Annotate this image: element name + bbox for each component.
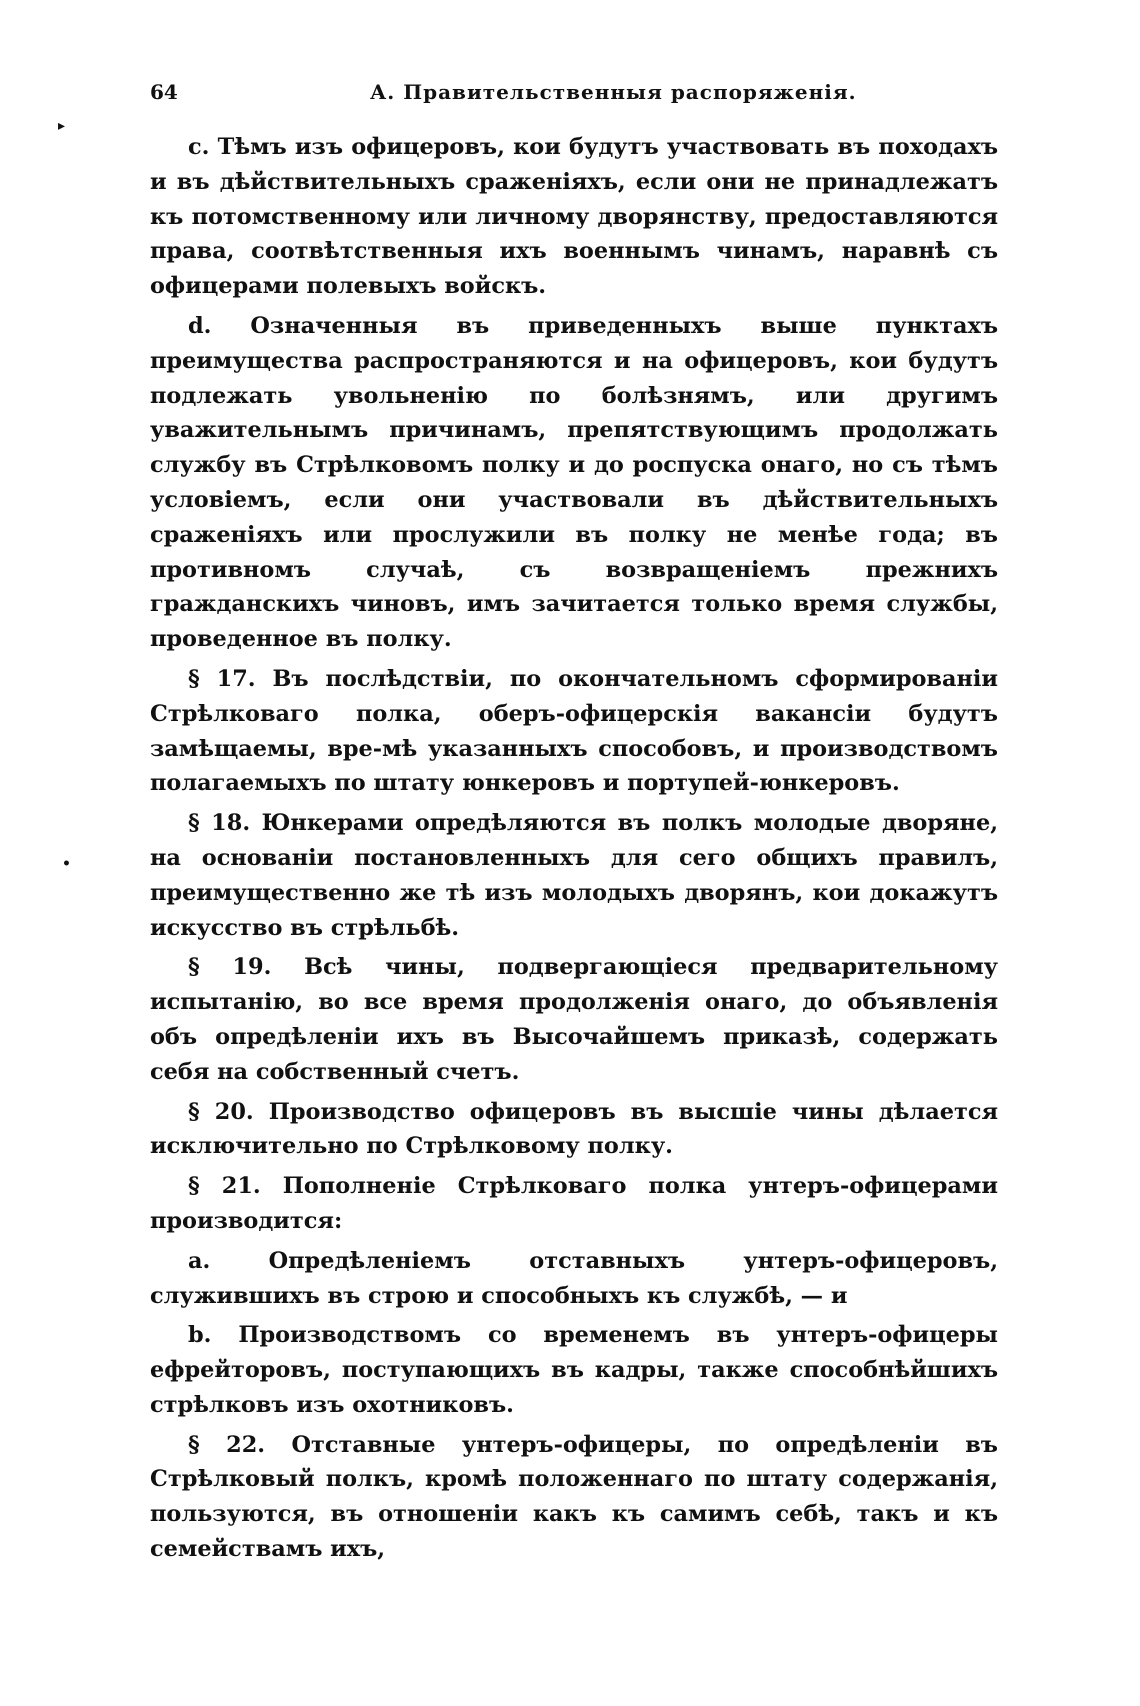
paragraph-section-19: § 19. Всѣ чины, подвергающіеся предварительному испытанію, во все время продолженія онаго, до объявленія объ опредѣленіи ихъ въ Высочайшемъ приказѣ, содержать себя на собственный счетъ.: [150, 954, 998, 1085]
page-header: [150, 80, 1005, 110]
body-text: [150, 130, 998, 1572]
margin-mark-middle: •: [62, 856, 71, 872]
paragraph-section-22: § 22. Отставные унтеръ-офицеры, по опредѣленіи въ Стрѣлковый полкъ, кромѣ положеннаго по штату содержанія, пользуются, въ отношеніи какъ къ самимъ себѣ, такъ и къ семействамъ ихъ,: [150, 1431, 998, 1563]
paragraph-section-17: § 17. Въ послѣдствіи, по окончательномъ сформированіи Стрѣлковаго полка, оберъ-офицерскія вакансіи будутъ замѣщаемы, вре-мѣ указанныхъ способовъ, и производствомъ полагаемыхъ по штату юнкеровъ и портупей-юнкеровъ.: [150, 665, 998, 797]
paragraph-21-b: b. Производствомъ со временемъ въ унтеръ-офицеры ефрейторовъ, поступающихъ въ кадры, также способнѣйшихъ стрѣлковъ изъ охотниковъ.: [150, 1322, 998, 1418]
margin-mark-top: ▸: [58, 118, 66, 134]
paragraph-section-18: § 18. Юнкерами опредѣляются въ полкъ молодые дворяне, на основаніи постановленныхъ для сего общихъ правилъ, преимущественно же тѣ изъ молодыхъ дворянъ, кои докажутъ искусство въ стрѣльбѣ.: [150, 810, 998, 941]
paragraph-c: с. Тѣмъ изъ офицеровъ, кои будутъ участвовать въ походахъ и въ дѣйствительныхъ сраженіяхъ, если они не принадлежатъ къ потомственному или личному дворянству, предоставляются права, соотвѣтственныя ихъ военнымъ чинамъ, наравнѣ съ офицерами полевыхъ войскъ.: [150, 134, 998, 300]
paragraph-d: d. Означенныя въ приведенныхъ выше пунктахъ преимущества распространяются и на офицеровъ, кои будутъ подлежать увольненію по болѣзнямъ, или другимъ уважительнымъ причинамъ, препятствующимъ продолжать службу въ Стрѣлковомъ полку и до роспуска онаго, но съ тѣмъ условіемъ, если они участвовали въ дѣйствительныхъ сраженіяхъ или прослужили въ полку не менѣе года; въ противномъ случаѣ, съ возвращеніемъ прежнихъ гражданскихъ чиновъ, имъ зачитается только время службы, проведенное въ полку.: [150, 312, 998, 653]
running-head: А. Правительственныя распоряженія.: [370, 80, 857, 104]
paragraph-21-a: а. Опредѣленіемъ отставныхъ унтеръ-офицеровъ, служившихъ въ строю и способныхъ къ службѣ, — и: [150, 1247, 998, 1309]
paragraph-section-20: § 20. Производство офицеровъ въ высшіе чины дѣлается исключительно по Стрѣлковому полку.: [150, 1098, 998, 1160]
paragraph-section-21: § 21. Пополненіе Стрѣлковаго полка унтеръ-офицерами производится:: [150, 1173, 998, 1234]
page-number: 64: [150, 80, 178, 104]
